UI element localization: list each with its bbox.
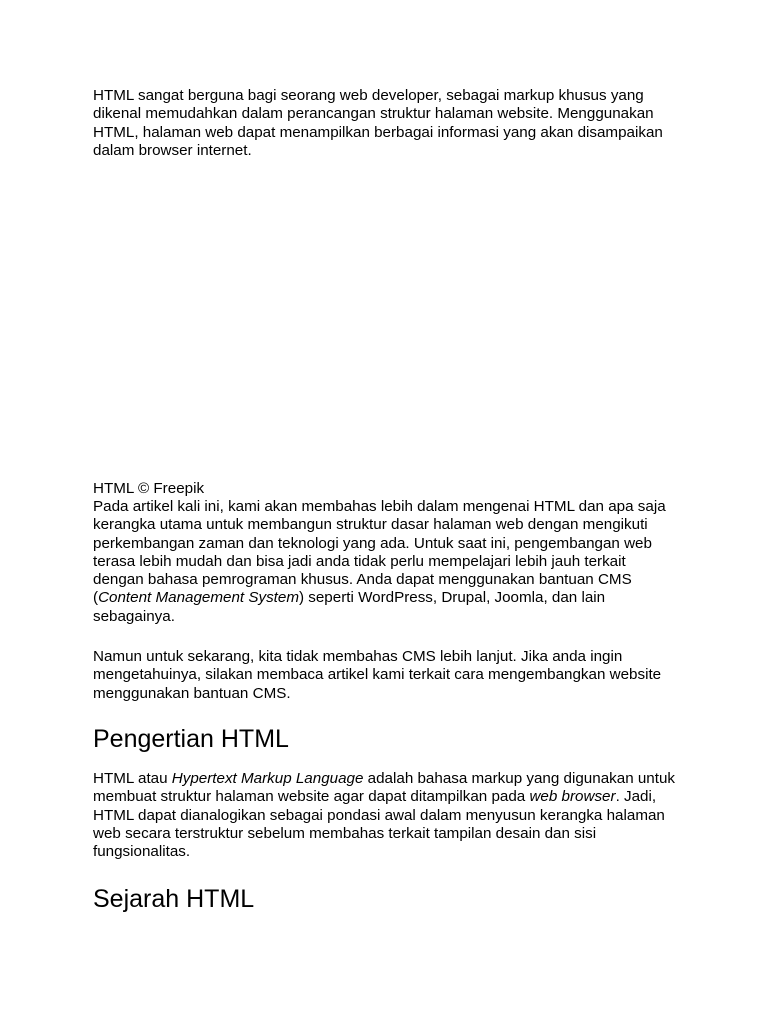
pengertian-text-a: HTML atau [93, 770, 172, 787]
article-image [93, 175, 678, 470]
heading-sejarah-html: Sejarah HTML [93, 885, 255, 913]
article-paragraph-cms-text-a: Pada artikel kali ini, kami akan membahas lebih dalam mengenai HTML dan apa saja kerangka utama untuk membangun struktur dasar halaman web dengan mengikuti perkembangan zaman dan teknologi yang ada. Untuk saat ini, pengembangan web terasa lebih mudah dan bisa jadi anda tidak perlu mempelajari lebih jauh terkait dengan bahasa pemrograman khusus. Anda dapat menggunakan bantuan CMS ( [93, 498, 666, 607]
article-paragraph-cms-text-b: ) seperti WordPress, Drupal, Joomla, dan lain sebagainya. [93, 589, 606, 625]
article-paragraph-cms [93, 498, 678, 626]
pengertian-text-b: adalah bahasa markup yang digunakan untuk membuat struktur halaman website agar dapat ditampilkan pada [93, 770, 676, 806]
article-paragraph-namun [93, 648, 678, 703]
article-paragraph-namun-text: Namun untuk sekarang, kita tidak membahas CMS lebih lanjut. Jika anda ingin mengetahuinya, silakan membaca artikel kami terkait cara mengembangkan website menggunakan bantuan CMS. [93, 648, 662, 702]
pengertian-text-c: . Jadi, HTML dapat dianalogikan sebagai pondasi awal dalam menyusun kerangka halaman web secara terstruktur sebelum membahas terkait tampilan desain dan sisi fungsionalitas. [93, 788, 665, 861]
image-caption: HTML © Freepik [93, 480, 205, 497]
pengertian-emphasis-web-browser: web browser [529, 788, 616, 806]
intro-paragraph [93, 87, 678, 160]
intro-text: HTML sangat berguna bagi seorang web developer, sebagai markup khusus yang dikenal memudahkan dalam perancangan struktur halaman website. Menggunakan HTML, halaman web dapat menampilkan berbagai informasi yang akan disampaikan dalam browser internet. [93, 87, 663, 159]
pengertian-paragraph [93, 770, 678, 861]
article-paragraph-cms-emphasis: Content Management System [98, 589, 299, 607]
heading-pengertian-html: Pengertian HTML [93, 725, 289, 753]
pengertian-emphasis-hypertext: Hypertext Markup Language [171, 770, 364, 787]
